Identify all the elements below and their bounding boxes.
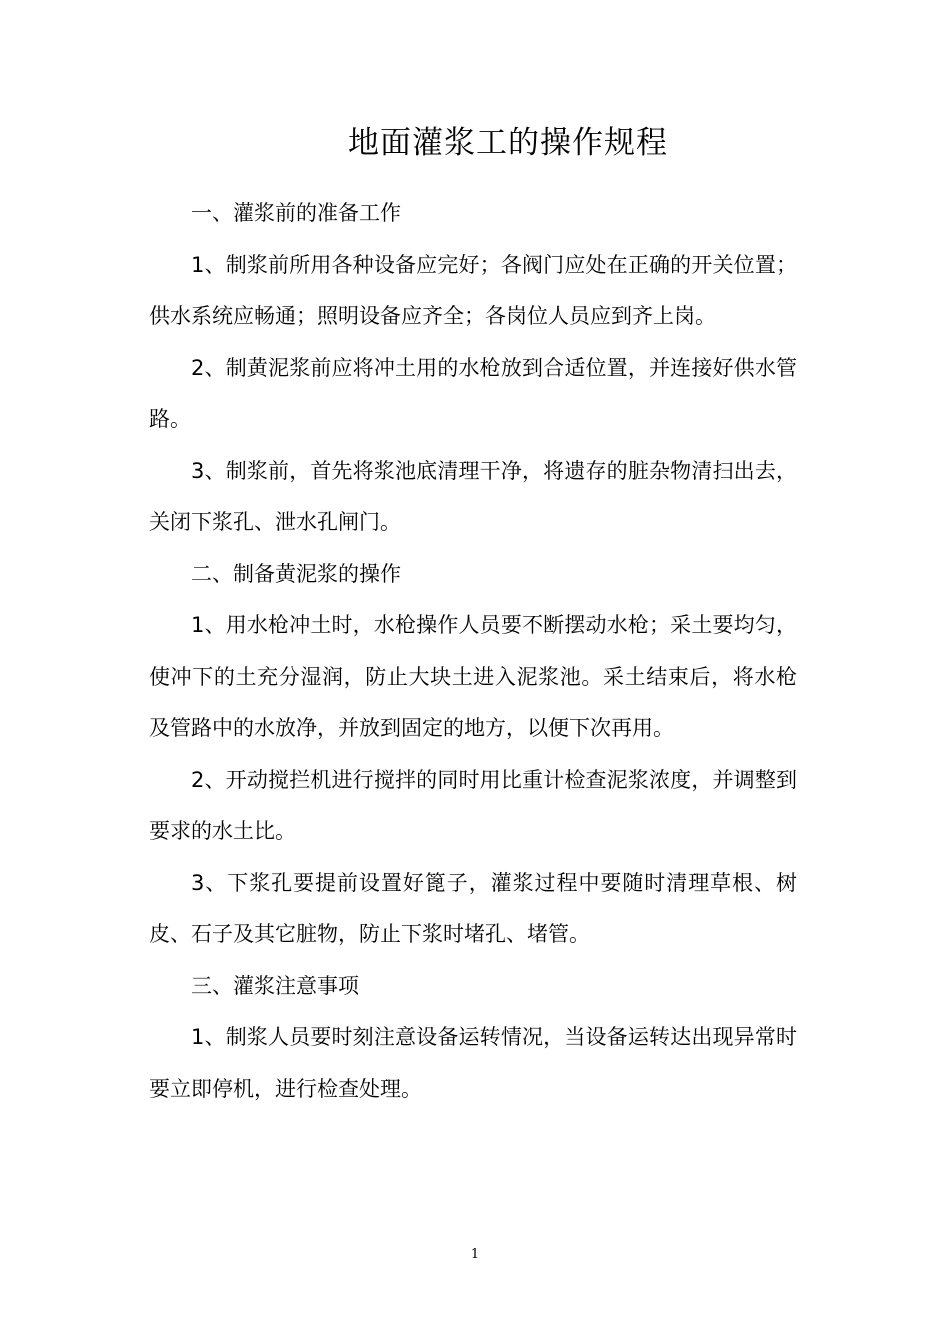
section-heading-3: 三、灌浆注意事项 (191, 973, 359, 998)
paragraph: 2、制黄泥浆前应将冲土用的水枪放到合适位置，并连接好供水管路。 (149, 355, 797, 431)
page-number: 1 (470, 1247, 480, 1262)
document-title: 地面灌浆工的操作规程 (348, 125, 668, 161)
section-heading-2: 二、制备黄泥浆的操作 (191, 561, 401, 586)
section-heading-1: 一、灌浆前的准备工作 (191, 201, 401, 225)
paragraph: 1、制浆前所用各种设备应完好；各阀门应处在正确的开关位置；供水系统应畅通；照明设备应齐全；各岗位人员应到齐上岗。 (149, 252, 797, 328)
paragraph: 1、用水枪冲土时，水枪操作人员要不断摆动水枪；采土要均匀，使冲下的土充分湿润，防止大块土进入泥浆池。采土结束后，将水枪及管路中的水放净，并放到固定的地方，以便下次再用。 (149, 613, 797, 740)
paragraph: 3、下浆孔要提前设置好篦子，灌浆过程中要随时清理草根、树皮、石子及其它脏物，防止下浆时堵孔、堵管。 (149, 870, 797, 946)
document-body (149, 188, 797, 1115)
paragraph: 2、开动搅拦机进行搅拌的同时用比重计检查泥浆浓度，并调整到要求的水土比。 (149, 767, 797, 843)
paragraph: 3、制浆前，首先将浆池底清理干净，将遗存的脏杂物清扫出去，关闭下浆孔、泄水孔闸门。 (149, 458, 797, 534)
paragraph: 1、制浆人员要时刻注意设备运转情况，当设备运转达出现异常时要立即停机，进行检查处理。 (149, 1025, 797, 1101)
